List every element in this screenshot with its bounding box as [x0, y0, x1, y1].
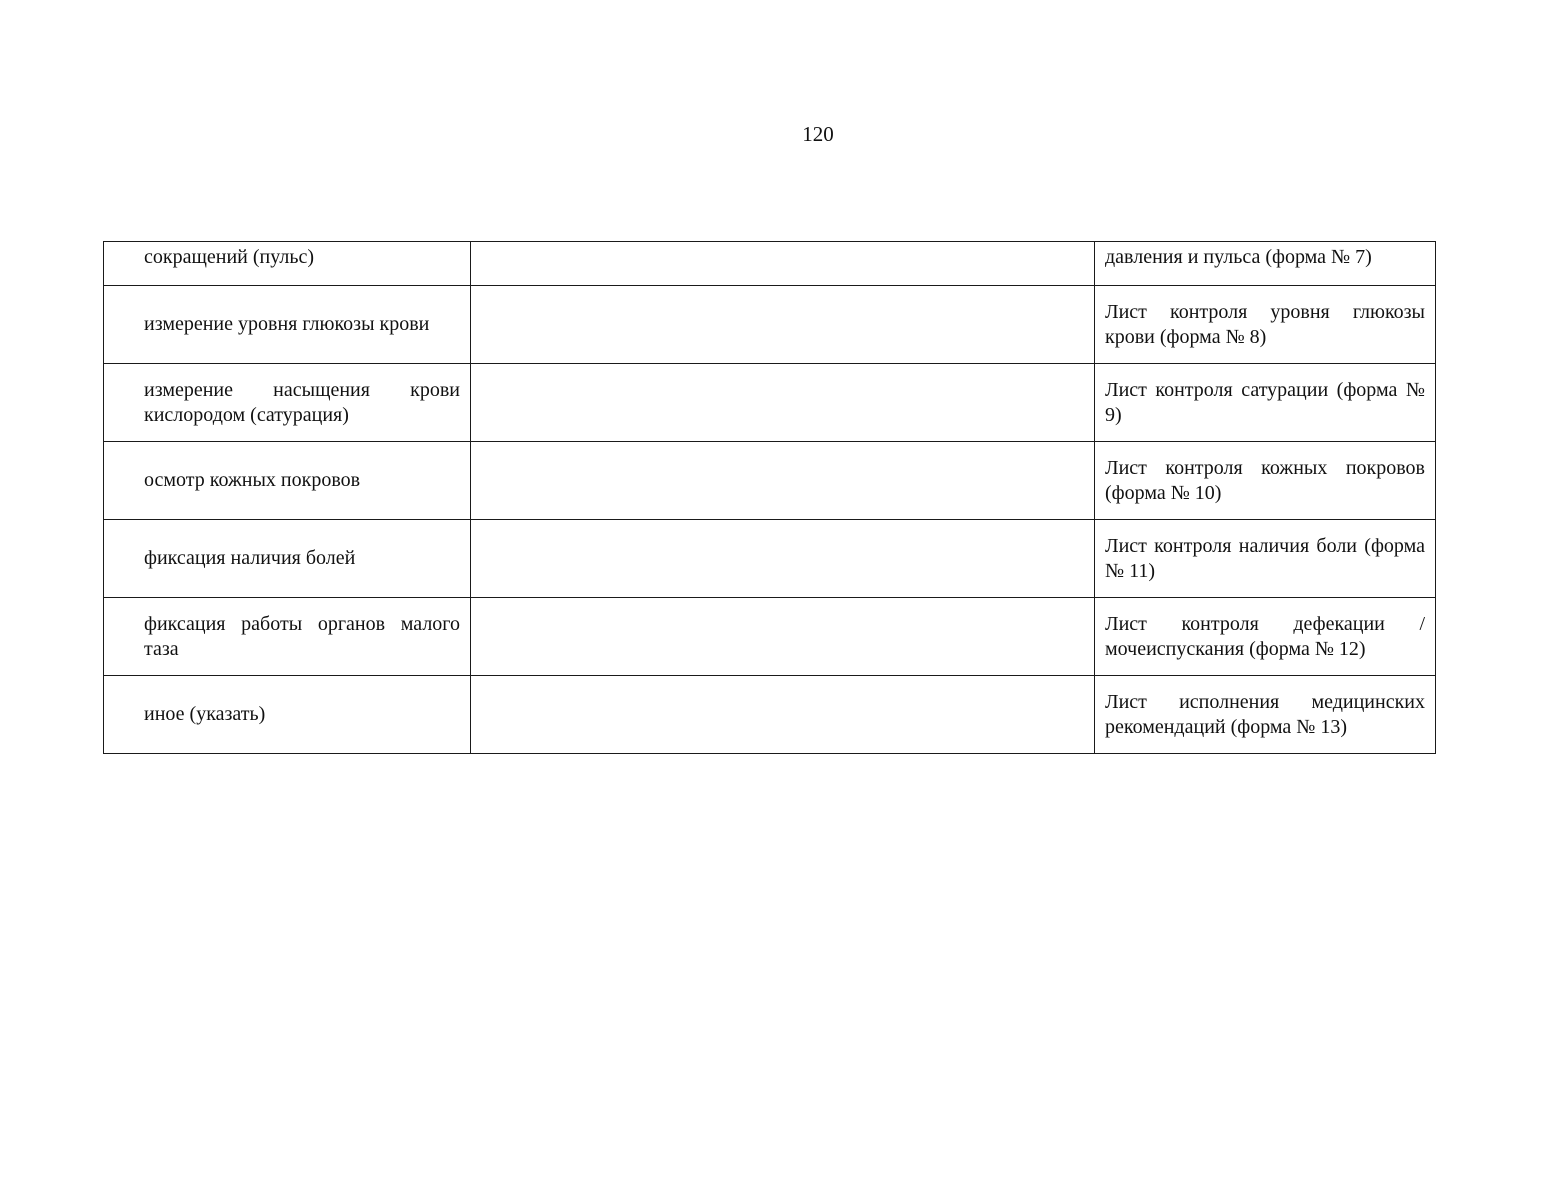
- procedure-cell: осмотр кожных покровов: [104, 442, 471, 520]
- form-reference-cell: Лист контроля кожных покровов (форма № 10): [1095, 442, 1436, 520]
- notes-cell: [471, 242, 1095, 286]
- table-row: [104, 520, 1436, 598]
- notes-cell: [471, 286, 1095, 364]
- notes-cell: [471, 442, 1095, 520]
- procedure-cell: иное (указать): [104, 676, 471, 754]
- form-reference-cell: Лист исполнения медицинских рекомендаций (форма № 13): [1095, 676, 1436, 754]
- form-reference-cell: Лист контроля наличия боли (форма № 11): [1095, 520, 1436, 598]
- notes-cell: [471, 364, 1095, 442]
- care-procedures-table: [103, 241, 1436, 754]
- form-reference-cell: Лист контроля уровня глюкозы крови (форма № 8): [1095, 286, 1436, 364]
- form-reference-cell: давления и пульса (форма № 7): [1095, 242, 1436, 286]
- table-row: [104, 442, 1436, 520]
- table-row: [104, 242, 1436, 286]
- table-row: [104, 364, 1436, 442]
- form-reference-cell: Лист контроля сатурации (форма № 9): [1095, 364, 1436, 442]
- procedure-cell: сокращений (пульс): [104, 242, 471, 286]
- table-row: [104, 286, 1436, 364]
- procedure-cell: фиксация наличия болей: [104, 520, 471, 598]
- procedure-cell: измерение насыщения крови кислородом (сатурация): [104, 364, 471, 442]
- table-row: [104, 598, 1436, 676]
- form-reference-cell: Лист контроля дефекации /мочеиспускания (форма № 12): [1095, 598, 1436, 676]
- notes-cell: [471, 520, 1095, 598]
- notes-cell: [471, 676, 1095, 754]
- procedure-cell: фиксация работы органов малого таза: [104, 598, 471, 676]
- procedure-cell: измерение уровня глюкозы крови: [104, 286, 471, 364]
- table-row: [104, 676, 1436, 754]
- page-number: 120: [802, 122, 834, 146]
- notes-cell: [471, 598, 1095, 676]
